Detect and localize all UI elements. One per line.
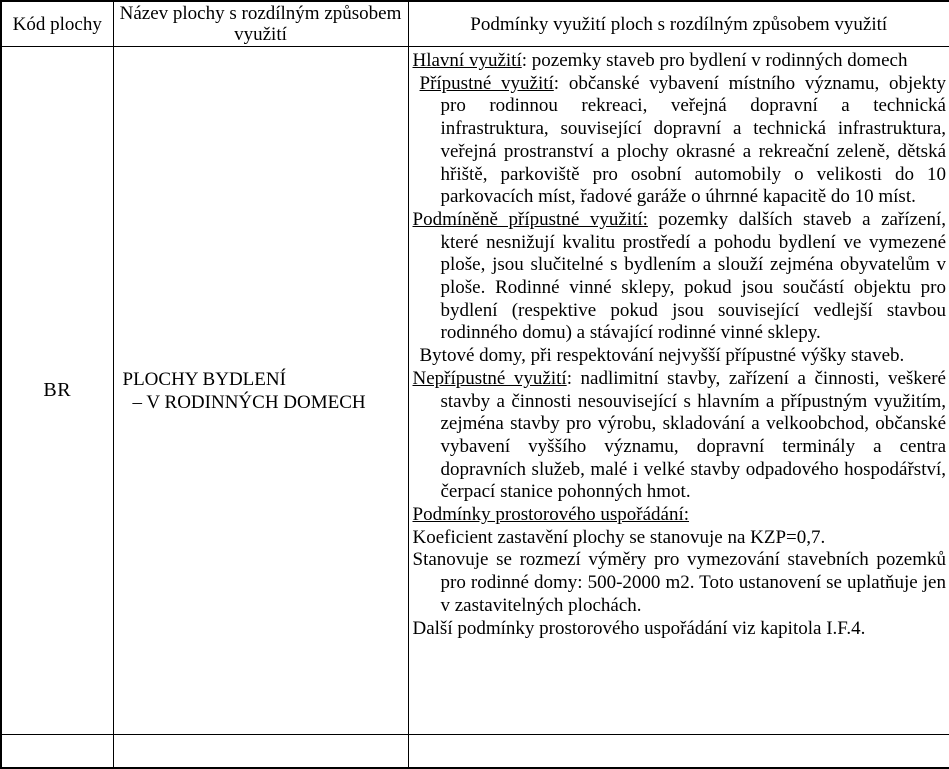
next-row-sliver — [1, 735, 949, 769]
condition-paragraph — [413, 504, 947, 527]
condition-paragraph: Hlavní využití: pozemky staveb pro bydlení v rodinných domech — [412, 50, 908, 71]
condition-section-label: Podmínky prostorového uspořádání: — [412, 504, 690, 526]
condition-section-label: Nepřípustné využití — [412, 367, 567, 389]
condition-paragraph: Koeficient zastavění plochy se stanovuje na KZP=0,7. — [412, 526, 826, 548]
next-row-cell-name — [113, 735, 408, 769]
header-use-conditions: Podmínky využití ploch s rozdílným způsobem využití — [408, 1, 949, 47]
condition-paragraph: Stanovuje se rozmezí výměry pro vymezování stavebních pozemků pro rodinné domy: 500-2000 m2. Toto ustanovení se uplatňuje jen v zastavitelných plochách. — [412, 549, 946, 616]
header-area-code: Kód plochy — [1, 1, 113, 47]
condition-paragraph: Další podmínky prostorového uspořádání viz kapitola I.F.4. — [412, 617, 866, 639]
condition-paragraph: Nepřípustné využití: nadlimitní stavby, zařízení a činnosti, veškeré stavby a činnosti nesouvisející s hlavním a přípustným využitím, zejména stavby pro výrobu, skladování a velkoobchod, občanské vybavení vyššího významu, dopravní terminály a centra dopravních služeb, malé i velké stavby odpadového hospodářství, čerpací stanice pohonných hmot. — [412, 367, 946, 503]
condition-section-label: Hlavní využití — [412, 50, 522, 71]
area-code-value: BR — [43, 379, 72, 401]
next-row-cell-conditions — [408, 735, 949, 769]
header-area-name: Název plochy s rozdílným způsobem využití — [113, 1, 408, 47]
condition-paragraph: Přípustné využití: občanské vybavení místního významu, objekty pro rodinnou rekreaci, veřejná dopravní a technická infrastruktura, související dopravní a technická infrastruktura, veřejná prostranství a plochy okrasné a rekreační zeleně, dětská hřiště, parkoviště pro osobní automobily o velikosti do 10 parkovacích míst, řadové garáže o úhrnné kapacitě do 10 míst. — [419, 72, 946, 208]
next-row-cell-code — [1, 735, 113, 769]
condition-paragraph: Bytové domy, při respektování nejvyšší přípustné výšky staveb. — [419, 345, 905, 367]
condition-section-label: Přípustné využití — [419, 72, 554, 94]
cell-area-code — [1, 47, 113, 735]
cell-use-conditions — [408, 47, 949, 735]
table-header-row — [1, 1, 949, 47]
area-name-line1: PLOCHY BYDLENÍ — [122, 368, 286, 390]
area-name-line2: – V RODINNÝCH DOMECH — [132, 391, 366, 413]
cell-area-name — [113, 47, 408, 735]
condition-paragraph: Podmíněně přípustné využití: pozemky dalších staveb a zařízení, které nesnižují kvalitu prostředí a pohodu bydlení ve vymezené ploše, jsou slučitelné s bydlením a slouží zejména obyvatelům v ploše. Rodinné vinné sklepy, pokud jsou součástí objektu pro bydlení (respektive pokud jsou související vedlejší stavbou rodinného domu) a stávající rodinné vinné sklepy. — [412, 208, 946, 344]
table-row-br — [1, 47, 949, 735]
condition-section-label: Podmíněně přípustné využití: — [412, 208, 648, 230]
